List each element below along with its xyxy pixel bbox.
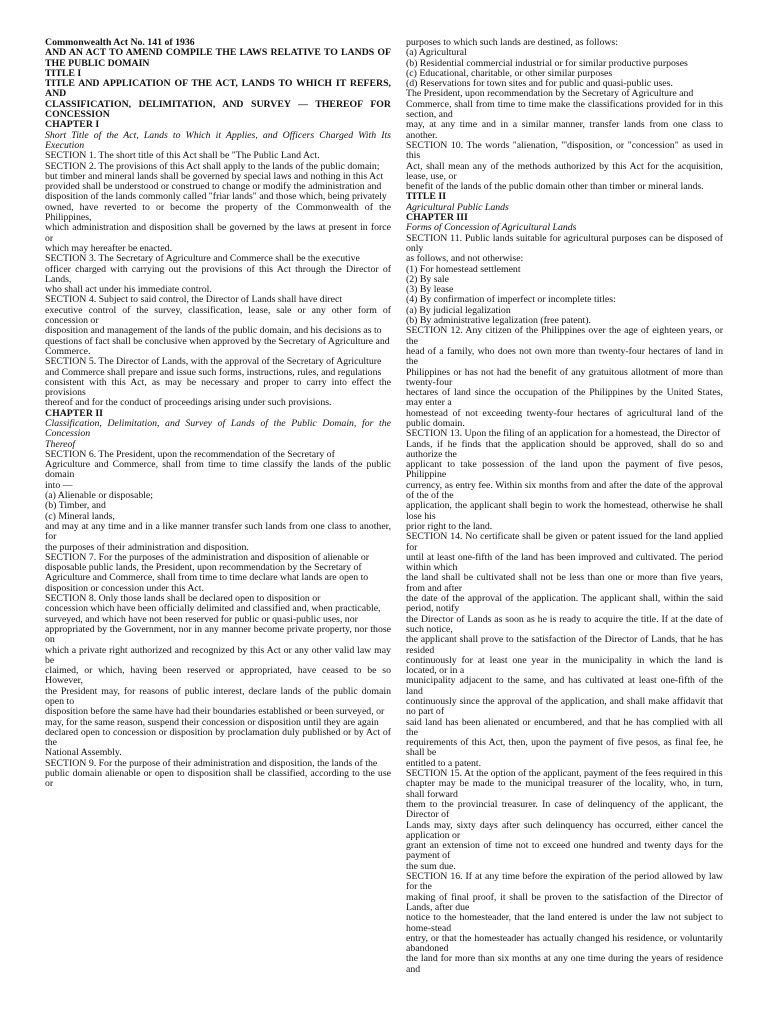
text-line: disposable public lands, the President, upon recommendation by the Secretary of (45, 562, 362, 574)
text-line: SECTION 1. The short title of this Act shall be "The Public Land Act. (45, 150, 320, 162)
heading-line: CLASSIFICATION, DELIMITATION, AND SURVEY — THEREOF FOR CONCESSION (45, 98, 391, 121)
text-line: applicant to take possession of the land upon the payment of five pesos, Philippine (406, 459, 723, 481)
text-line: the applicant shall prove to the satisfaction of the Director of Lands, that he has resided (406, 634, 723, 656)
text-line: SECTION 14. No certificate shall be given or patent issued for the land applied for (406, 531, 723, 553)
text-line: which administration and disposition shall be governed by the laws at present in force or (45, 222, 391, 244)
text-line: (a) By judicial legalization (406, 304, 511, 316)
text-line: SECTION 12. Any citizen of the Philippines over the age of eighteen years, or the (406, 325, 723, 347)
text-line: thereof and for the conduct of proceedings arising under such provisions. (45, 397, 332, 409)
text-line: prior right to the land. (406, 520, 493, 532)
text-line: the President may, for reasons of public interest, declare lands of the public domain open to (45, 685, 391, 707)
text-line: (b) By administrative legalization (free patent). (406, 315, 591, 327)
text-line: questions of fact shall be conclusive when approved by the Secretary of Agriculture and (45, 335, 390, 347)
text-line: the land for more than six months at any one time during the years of residence and (406, 953, 723, 975)
text-line: surveyed, and which have not been reserved for public or quasi-public uses, nor (45, 613, 358, 625)
text-line: as follows, and not otherwise: (406, 253, 524, 265)
text-line: SECTION 7. For the purposes of the administration and disposition of alienable or (45, 551, 370, 563)
text-line: provided shall be understood or construed to change or modify the administration and (45, 181, 382, 193)
text-line: until at least one-fifth of the land has been improved and cultivated. The period within which (406, 551, 723, 574)
text-line: the land shall be cultivated shall not be less than one or more than five years, from and after (406, 572, 723, 594)
text-line: municipality adjacent to the same, and has cultivated at least one-fifth of the land (406, 675, 723, 697)
text-line: Act, shall mean any of the methods authorized by this Act for the acquisition, lease, use, or (406, 160, 723, 182)
text-line: (d) Reservations for town sites and for public and quasi-public uses. (406, 78, 673, 90)
text-line: the Director of Lands as soon as he is ready to acquire the title. If at the date of such notice, (406, 613, 723, 635)
text-line: concession which have been officially delimited and classified and, when practicable, (45, 603, 381, 615)
text-line: which may hereafter be enacted. (45, 242, 173, 254)
text-line: (3) By lease (406, 284, 454, 296)
text-line: (4) By confirmation of imperfect or incomplete titles: (406, 294, 616, 306)
subheading-line: Short Title of the Act, Lands to Which it Applies, and Officers Charged With Its Execution (45, 129, 391, 151)
text-line: National Assembly. (45, 747, 122, 759)
text-line: may, for the same reason, suspend their concession or disposition until they are again (45, 716, 379, 728)
text-line: SECTION 6. The President, upon the recommendation of the Secretary of (45, 448, 335, 460)
text-line: continuously for at least one year in the municipality in which the land is located, or in a (406, 654, 723, 677)
text-line: the date of the approval of the application. The applicant shall, within the said period, notify (406, 593, 723, 615)
text-line: Agriculture and Commerce, shall from time to time classify the lands of the public domain (45, 459, 391, 481)
text-line: purposes to which such lands are destined, as follows: (406, 38, 618, 48)
heading-line: TITLE I (45, 67, 82, 79)
text-line: (a) Agricultural (406, 47, 467, 59)
text-line: continuously since the approval of the application, and shall make affidavit that no part of (406, 696, 723, 718)
subheading-line: Thereof (45, 438, 76, 450)
text-line: Commerce, shall from time to time make the classifications provided for in this section, and (406, 98, 723, 121)
text-line: who shall act under his immediate control. (45, 284, 212, 296)
heading-line: CHAPTER I (45, 119, 100, 131)
text-line: benefit of the lands of the public domain other than timber or mineral lands. (406, 181, 704, 193)
text-line: them to the provincial treasurer. In case of delinquency of the applicant, the Director of (406, 798, 723, 821)
text-line: hectares of land since the occupation of the Philippines by the United States, may enter a (406, 387, 723, 409)
text-line: SECTION 11. Public lands suitable for agricultural purposes can be disposed of only (406, 232, 723, 254)
text-line: but timber and mineral lands shall be governed by special laws and nothing in this Act (45, 170, 384, 182)
text-line: notice to the homesteader, that the land entered is under the law not subject to home-stead (406, 912, 723, 934)
text-line: declared open to concession or disposition by proclamation duly published or by Act of the (45, 726, 391, 749)
text-line: appropriated by the Government, nor in any manner become private property, nor those on (45, 623, 391, 646)
text-line: application, the applicant shall begin to work the homestead, otherwise he shall lose his (406, 500, 723, 522)
subheading-line: Forms of Concession of Agricultural Lands (406, 222, 577, 234)
text-line: (c) Educational, charitable, or other similar purposes (406, 67, 613, 79)
heading-line: CHAPTER III (406, 212, 468, 224)
text-line: SECTION 9. For the purpose of their administration and disposition, the lands of the (45, 757, 378, 769)
text-line: head of a family, who does not own more than twenty-four hectares of land in the (406, 345, 723, 368)
text-line: (b) Timber, and (45, 500, 106, 512)
text-line: Agriculture and Commerce, shall from time to time declare what lands are open to (45, 572, 369, 584)
text-line: SECTION 8. Only those lands shall be declared open to disposition or (45, 593, 321, 605)
text-line: may, at any time and in a similar manner, transfer lands from one class to another. (406, 119, 723, 141)
right-text-column (406, 38, 723, 1018)
heading-line: Commonwealth Act No. 141 of 1936 (45, 38, 195, 48)
text-line: the purposes of their administration and disposition. (45, 541, 249, 553)
text-line: SECTION 4. Subject to said control, the Director of Lands shall have direct (45, 294, 343, 306)
text-line: disposition before the same have had their boundaries established or been surveyed, or (45, 706, 385, 718)
text-line: public domain alienable or open to disposition shall be classified, according to the use or (45, 768, 391, 790)
text-line: (b) Residential commercial industrial or for similar productive purposes (406, 57, 688, 69)
text-line: SECTION 3. The Secretary of Agriculture and Commerce shall be the executive (45, 253, 360, 265)
text-line: requirements of this Act, then, upon the payment of five pesos, as final fee, he shall be (406, 737, 723, 759)
text-line: SECTION 15. At the option of the applicant, payment of the fees required in this (406, 768, 723, 780)
text-line: grant an extension of time not to exceed one hundred and twenty days for the payment of (406, 840, 723, 862)
text-line: (1) For homestead settlement (406, 263, 521, 275)
text-line: SECTION 10. The words "alienation, "'disposition, or "concession" as used in this (406, 139, 723, 162)
text-line: claimed, or which, having been reserved or appropriated, have ceased to be so However, (45, 665, 391, 687)
heading-line: TITLE AND APPLICATION OF THE ACT, LANDS TO WHICH IT REFERS, AND (45, 78, 391, 100)
text-line: disposition and management of the lands of the public domain, and his decisions as to (45, 325, 382, 337)
text-line: officer charged with carrying out the provisions of this Act through the Director of Lands, (45, 263, 391, 285)
text-line: consistent with this Act, as may be necessary and proper to carry into effect the provisions (45, 376, 391, 399)
subheading-line: Classification, Delimitation, and Survey of Lands of the Public Domain, for the Concession (45, 417, 391, 440)
text-line: entry, or that the homesteader has actually changed his residence, or voluntarily abandoned (406, 932, 723, 955)
text-line: The President, upon recommendation by the Secretary of Agriculture and (406, 88, 694, 100)
text-line: and Commerce shall prepare and issue such forms, instructions, rules, and regulations (45, 366, 382, 378)
text-line: SECTION 5. The Director of Lands, with the approval of the Secretary of Agriculture (45, 356, 382, 368)
text-line: Lands may, sixty days after such delinquency has occurred, either cancel the application or (406, 819, 723, 841)
text-line: (2) By sale (406, 273, 449, 285)
text-line: which a private right authorized and recognized by this Act or any other valid law may be (45, 644, 391, 666)
text-line: executive control of the survey, classification, lease, sale or any other form of concession or (45, 304, 391, 327)
text-line: (a) Alienable or disposable; (45, 490, 154, 502)
text-line: homestead of not exceeding twenty-four hectares of agricultural land of the public domain. (406, 407, 723, 429)
text-line: SECTION 2. The provisions of this Act shall apply to the lands of the public domain; (45, 160, 380, 172)
left-text-column (45, 38, 391, 1018)
text-line: said land has been alienated or encumbered, and that he has complied with all the (406, 716, 723, 738)
heading-line: TITLE II (406, 191, 447, 203)
text-line: Lands, if he finds that the application should be approved, shall do so and authorize the (406, 438, 723, 460)
text-line: SECTION 13. Upon the filing of an application for a homestead, the Director of (406, 428, 721, 440)
text-line: (c) Mineral lands, (45, 510, 115, 522)
text-line: making of final proof, it shall be proven to the satisfaction of the Director of Lands, after due (406, 891, 723, 913)
text-line: the sum due. (406, 860, 456, 872)
text-line: into — (45, 479, 73, 491)
text-line: chapter may be made to the municipal treasurer of the locality, who, in turn, shall forward (406, 778, 723, 800)
text-line: disposition of the lands commonly called "friar lands" and those which, being privately (45, 191, 387, 203)
subheading-line: Agricultural Public Lands (406, 201, 509, 213)
text-line: disposition or concession under this Act. (45, 582, 204, 594)
text-line: Commerce. (45, 345, 91, 357)
heading-line: CHAPTER II (45, 407, 103, 419)
text-line: owned, have reverted to or become the property of the Commonwealth of the Philippines, (45, 201, 391, 224)
text-line: currency, as entry fee. Within six months from and after the date of the approval of the of the (406, 479, 723, 502)
text-line: entitled to a patent. (406, 757, 482, 769)
heading-line: AND AN ACT TO AMEND COMPILE THE LAWS RELATIVE TO LANDS OF THE PUBLIC DOMAIN (45, 47, 391, 69)
text-line: Philippines or has not had the benefit of any gratuitous allotment of more than twenty-four (406, 366, 723, 388)
text-line: SECTION 16. If at any time before the expiration of the period allowed by law for the (406, 871, 723, 893)
text-line: and may at any time and in a like manner transfer such lands from one class to another, for (45, 520, 391, 543)
